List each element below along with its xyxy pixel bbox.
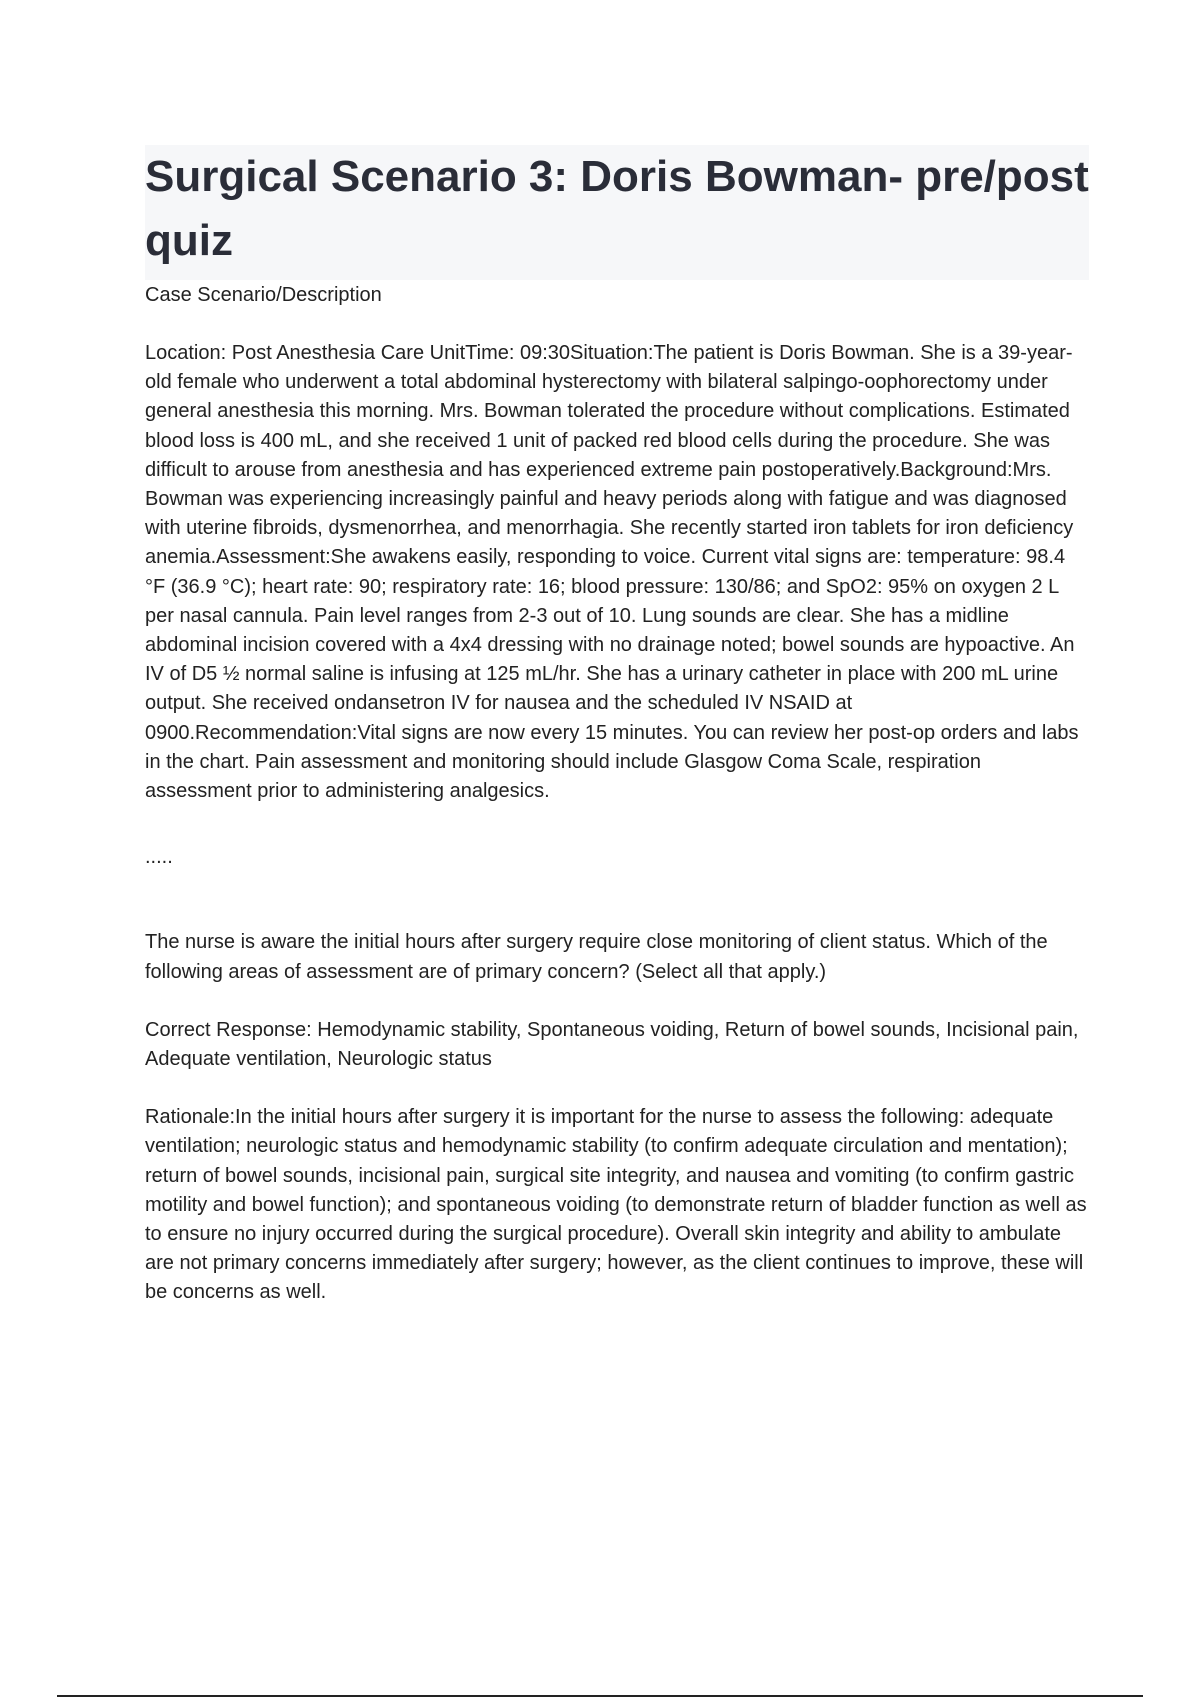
section-subtitle: Case Scenario/Description — [145, 284, 382, 306]
separator-dots: ..... — [145, 846, 173, 869]
quiz-question: The nurse is aware the initial hours after surgery require close monitoring of client status. Which of the following areas of assessment are of primary concern? (Select all that apply.) — [145, 931, 1048, 983]
page-bottom-divider — [57, 1695, 1143, 1697]
document-title: Surgical Scenario 3: Doris Bowman- pre/post quiz — [145, 152, 1089, 265]
title-block — [145, 145, 1089, 280]
document-page — [145, 145, 1090, 1308]
case-description: Location: Post Anesthesia Care UnitTime: 09:30Situation:The patient is Doris Bowman. She is a 39-year-old female who underwent a total abdominal hysterectomy with bilateral salpingo-oophorectomy under general anesthesia this morning. Mrs. Bowman tolerated the procedure without complications. Estimated blood loss is 400 mL, and she received 1 unit of packed red blood cells during the procedure. She was difficult to arouse from anesthesia and has experienced extreme pain postoperatively.Background:Mrs. Bowman was experiencing increasingly painful and heavy periods along with fatigue and was diagnosed with uterine fibroids, dysmenorrhea, and menorrhagia. She recently started iron tablets for iron deficiency anemia.Assessment:She awakens easily, responding to voice. Current vital signs are: temperature: 98.4 °F (36.9 °C); heart rate: 90; respiratory rate: 16; blood pressure: 130/86; and SpO2: 95% on oxygen 2 L per nasal cannula. Pain level ranges from 2-3 out of 10. Lung sounds are clear. She has a midline abdominal incision covered with a 4x4 dressing with no drainage noted; bowel sounds are hypoactive. An IV of D5 ½ normal saline is infusing at 125 mL/hr. She has a urinary catheter in place with 200 mL urine output. She received ondansetron IV for nausea and the scheduled IV NSAID at 0900.Recommendation:Vital signs are now every 15 minutes. You can review her post-op orders and labs in the chart. Pain assessment and monitoring should include Glasgow Coma Scale, respiration assessment prior to administering analgesics. — [145, 342, 1079, 803]
rationale: Rationale:In the initial hours after surgery it is important for the nurse to assess the following: adequate ventilation; neurologic status and hemodynamic stability (to confirm adequate circulation and mentation); return of bowel sounds, incisional pain, surgical site integrity, and nausea and vomiting (to confirm gastric motility and bowel function); and spontaneous voiding (to demonstrate return of bladder function as well as to ensure no injury occurred during the surgical procedure). Overall skin integrity and ability to ambulate are not primary concerns immediately after surgery; however, as the client continues to improve, these will be concerns as well. — [145, 1106, 1087, 1304]
correct-response: Correct Response: Hemodynamic stability, Spontaneous voiding, Return of bowel sounds, Incisional pain, Adequate ventilation, Neurologic status — [145, 1018, 1079, 1071]
